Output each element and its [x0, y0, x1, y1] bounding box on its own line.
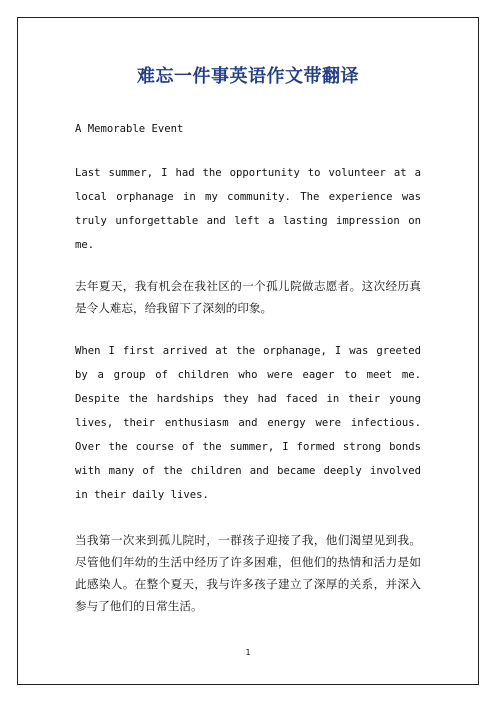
document-body [75, 117, 421, 617]
page-number: 1 [245, 648, 251, 657]
document-title: 难忘一件事英语作文带翻译 [137, 66, 359, 87]
essay-heading: A Memorable Event [75, 123, 184, 135]
paragraph-chinese-1: 去年夏天，我有机会在我社区的一个孤儿院做志愿者。这次经历真是令人难忘，给我留下了深刻的印象。 [75, 279, 421, 315]
paragraph-english-2: When I first arrived at the orphanage, I was greeted by a group of children who were eager to meet me. Despite the hardships they had faced in their young lives, their enthusiasm and energy were infectious. Over the course of the summer, I formed strong bonds with many of the children and became deeply involved in their daily lives. [75, 345, 421, 501]
paragraph-chinese-2: 当我第一次来到孤儿院时，一群孩子迎接了我，他们渴望见到我。尽管他们年幼的生活中经历了许多困难，但他们的热情和活力是如此感染人。在整个夏天，我与许多孩子建立了深厚的关系，并深入参与了他们的日常生活。 [75, 533, 421, 613]
paragraph-english-1: Last summer, I had the opportunity to volunteer at a local orphanage in my community. The experience was truly unforgettable and left a lasting impression on me. [75, 167, 421, 251]
